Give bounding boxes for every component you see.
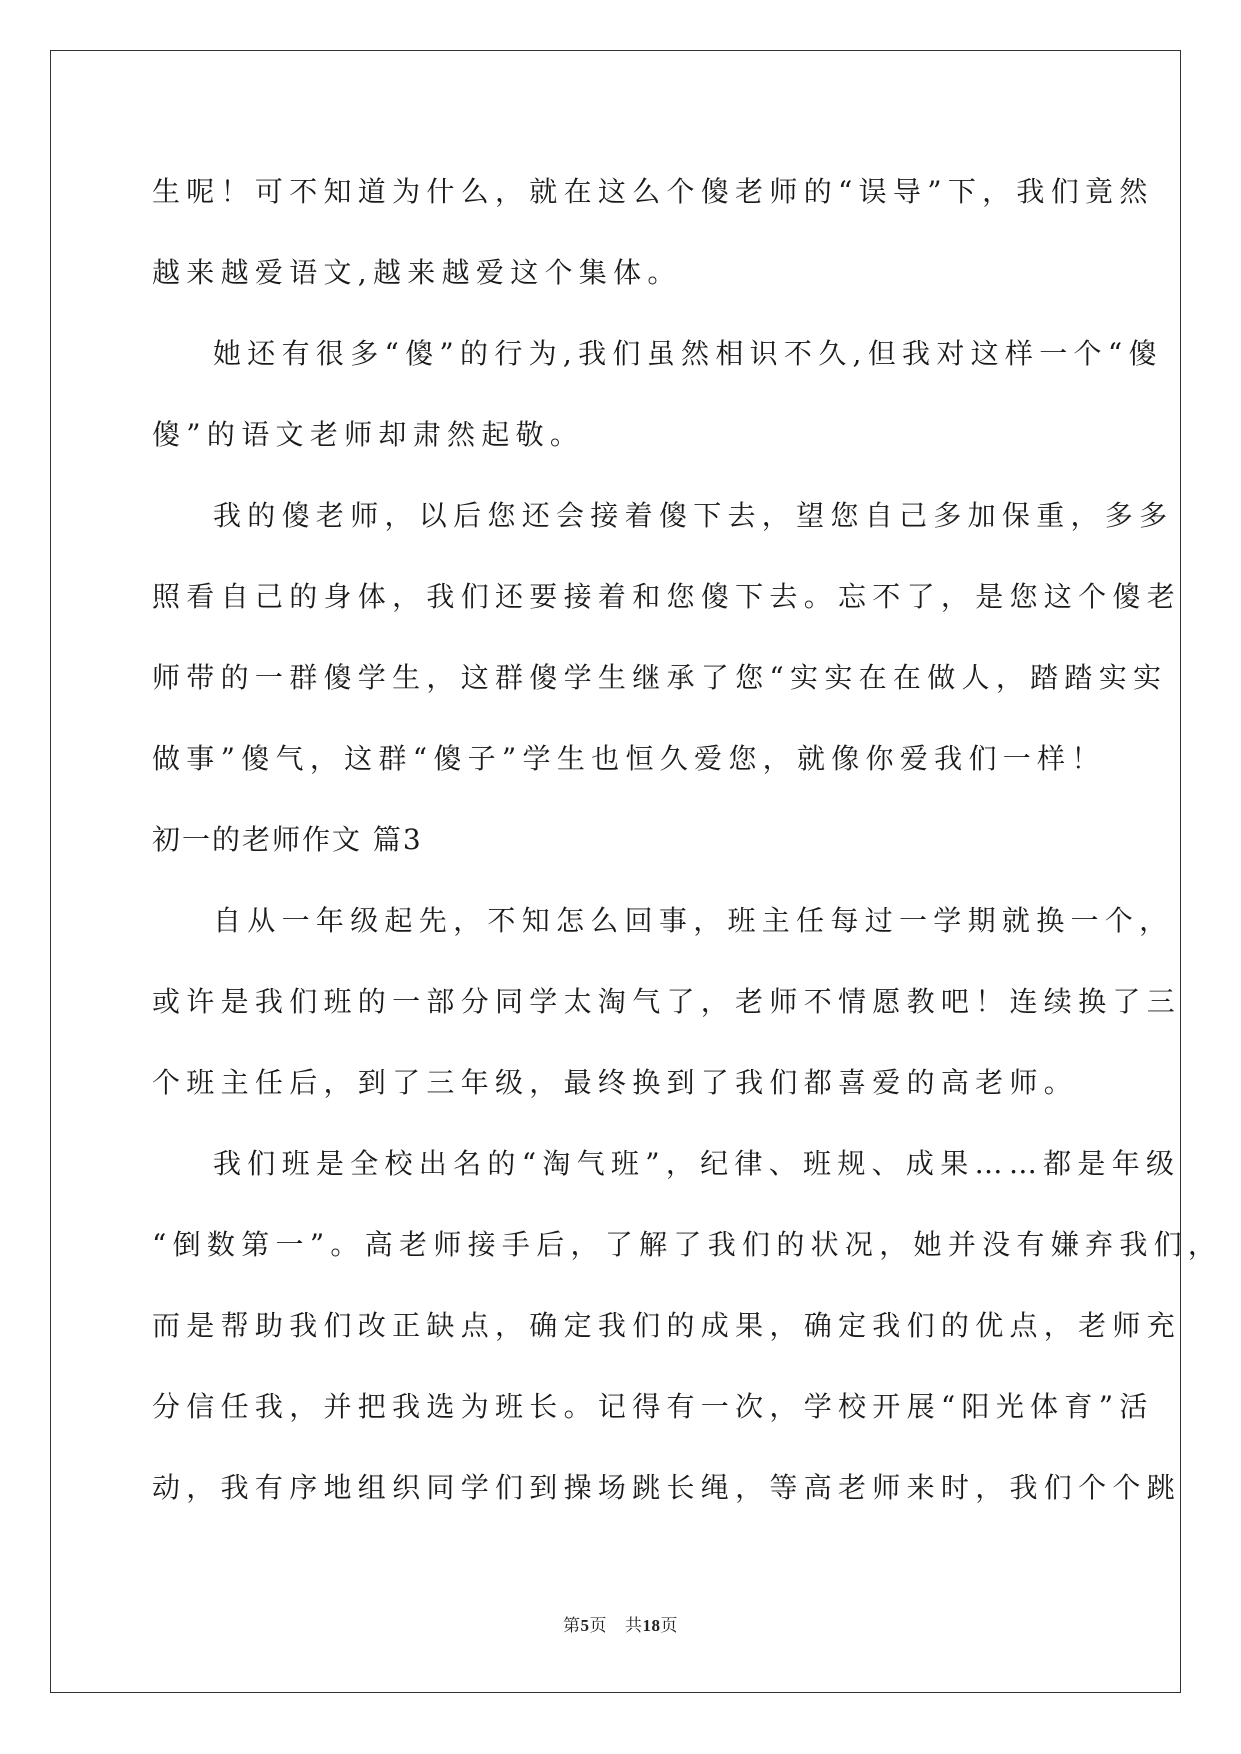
text-line: 越来越爱语文,越来越爱这个集体。 [152,256,682,289]
document-body [152,164,1223,1541]
paragraph-start-line: 自从一年级起先，不知怎么回事，班主任每过一学期就换一个， [213,904,1174,937]
page-prefix: 第 [563,1616,581,1636]
text-line: 个班主任后，到了三年级，最终换到了我们都喜爱的高老师。 [152,1066,1079,1099]
page-footer [0,1611,1241,1636]
text-line: 做事”傻气，这群“傻子”学生也恒久爱您，就像你爱我们一样！ [152,742,1106,775]
text-line: “倒数第一”。高老师接手后，了解了我们的状况，她并没有嫌弃我们， [152,1228,1223,1261]
text-line: 生呢！可不知道为什么，就在这么个傻老师的“误导”下，我们竟然 [152,175,1154,208]
page-suffix: 页 [589,1616,607,1636]
text-line: 分信任我，并把我选为班长。记得有一次，学校开展“阳光体育”活 [152,1390,1154,1423]
paragraph-start-line: 我的傻老师，以后您还会接着傻下去，望您自己多加保重，多多 [213,499,1174,532]
text-line: 傻”的语文老师却肃然起敬。 [152,418,585,451]
total-prefix: 共 [625,1616,643,1636]
page-number: 5 [580,1616,590,1635]
total-pages: 18 [642,1616,661,1635]
text-line: 照看自己的身体，我们还要接着和您傻下去。忘不了，是您这个傻老 [152,580,1182,613]
text-line: 或许是我们班的一部分同学太淘气了，老师不情愿教吧！连续换了三 [152,985,1182,1018]
section-heading: 初一的老师作文 篇3 [152,823,423,856]
paragraph-start-line: 她还有很多“傻”的行为,我们虽然相识不久,但我对这样一个“傻 [213,337,1163,370]
text-line: 而是帮助我们改正缺点，确定我们的成果，确定我们的优点，老师充 [152,1309,1182,1342]
paragraph-start-line: 我们班是全校出名的“淘气班”，纪律、班规、成果……都是年级 [213,1147,1181,1180]
total-suffix: 页 [660,1616,678,1636]
text-line: 动，我有序地组织同学们到操场跳长绳，等高老师来时，我们个个跳 [152,1471,1182,1504]
text-line: 师带的一群傻学生，这群傻学生继承了您“实实在在做人，踏踏实实 [152,661,1168,694]
